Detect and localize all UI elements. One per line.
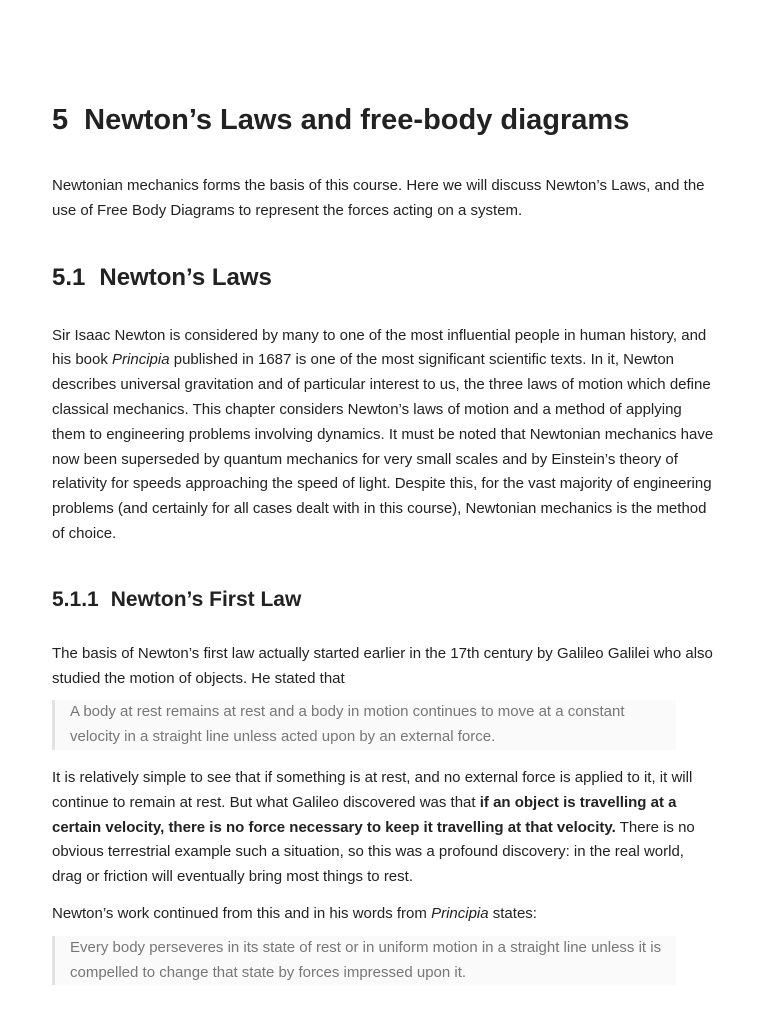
newton-paragraph: [52, 324, 716, 547]
section-title: Newton’s Laws: [99, 263, 272, 291]
discussion-text-2: There is no obvious terrestrial example such a situation, so this was a profound discovery: in the real world, drag or friction will eventually bring most things to rest.: [52, 818, 695, 886]
subsection-heading: [52, 586, 716, 614]
work-text-1: Newton’s work continued from this and in his words from: [52, 904, 432, 922]
section-heading: [52, 263, 716, 293]
galileo-discussion-paragraph: [52, 766, 716, 890]
galileo-quote: [52, 700, 676, 750]
discussion-text-1: It is relatively simple to see that if something is at rest, and no external force is applied to it, it will continue to remain at rest. But what Galileo discovered was that: [52, 768, 693, 811]
newton-paragraph-text-1: Sir Isaac Newton is considered by many to one of the most influential people in human history, and his book: [52, 326, 707, 369]
newton-work-paragraph: [52, 902, 716, 927]
principia-italic: Principia: [112, 351, 170, 369]
principia-italic-2: Principia: [431, 904, 489, 922]
intro-paragraph: Newtonian mechanics forms the basis of this course. Here we will discuss Newton’s Laws, and the use of Free Body Diagrams to represent the forces acting on a system.: [52, 177, 705, 219]
newton-quote: [52, 936, 676, 986]
basis-paragraph: The basis of Newton’s first law actually started earlier in the 17th century by Galileo Galilei who also studied the motion of objects. He stated that: [52, 644, 713, 687]
newton-quote-text: Every body perseveres in its state of rest or in uniform motion in a straight line unless it is compelled to change that state by forces impressed upon it.: [70, 938, 662, 981]
newton-paragraph-text-2: published in 1687 is one of the most significant scientific texts. In it, Newton describes universal gravitation and of particular interest to us, the three laws of motion which define classical mechanics. This chapter considers Newton’s laws of motion and a method of applying them to engineering problems involving dynamics. It must be noted that Newtonian mechanics have now been superseded by quantum mechanics for very small scales and by Einstein’s theory of relativity for speeds approaching the speed of light. Despite this, for the vast majority of engineering problems (and certainly for all cases dealt with in this course), Newtonian mechanics is the method of choice.: [52, 351, 714, 542]
work-text-2: states:: [488, 904, 537, 922]
chapter-title: Newton’s Laws and free-body diagrams: [84, 104, 630, 136]
galileo-quote-text: A body at rest remains at rest and a body in motion continues to move at a constant velocity in a straight line unless acted upon by an external force.: [70, 703, 625, 746]
chapter-heading: [52, 0, 716, 138]
subsection-number: 5.1.1: [52, 587, 99, 611]
section-number: 5.1: [52, 263, 86, 291]
subsection-title: Newton’s First Law: [110, 587, 302, 611]
chapter-number: 5: [52, 104, 69, 136]
discussion-bold-text: if an object is travelling at a certain velocity, there is no force necessary to keep it travelling at that velocity.: [52, 793, 677, 836]
